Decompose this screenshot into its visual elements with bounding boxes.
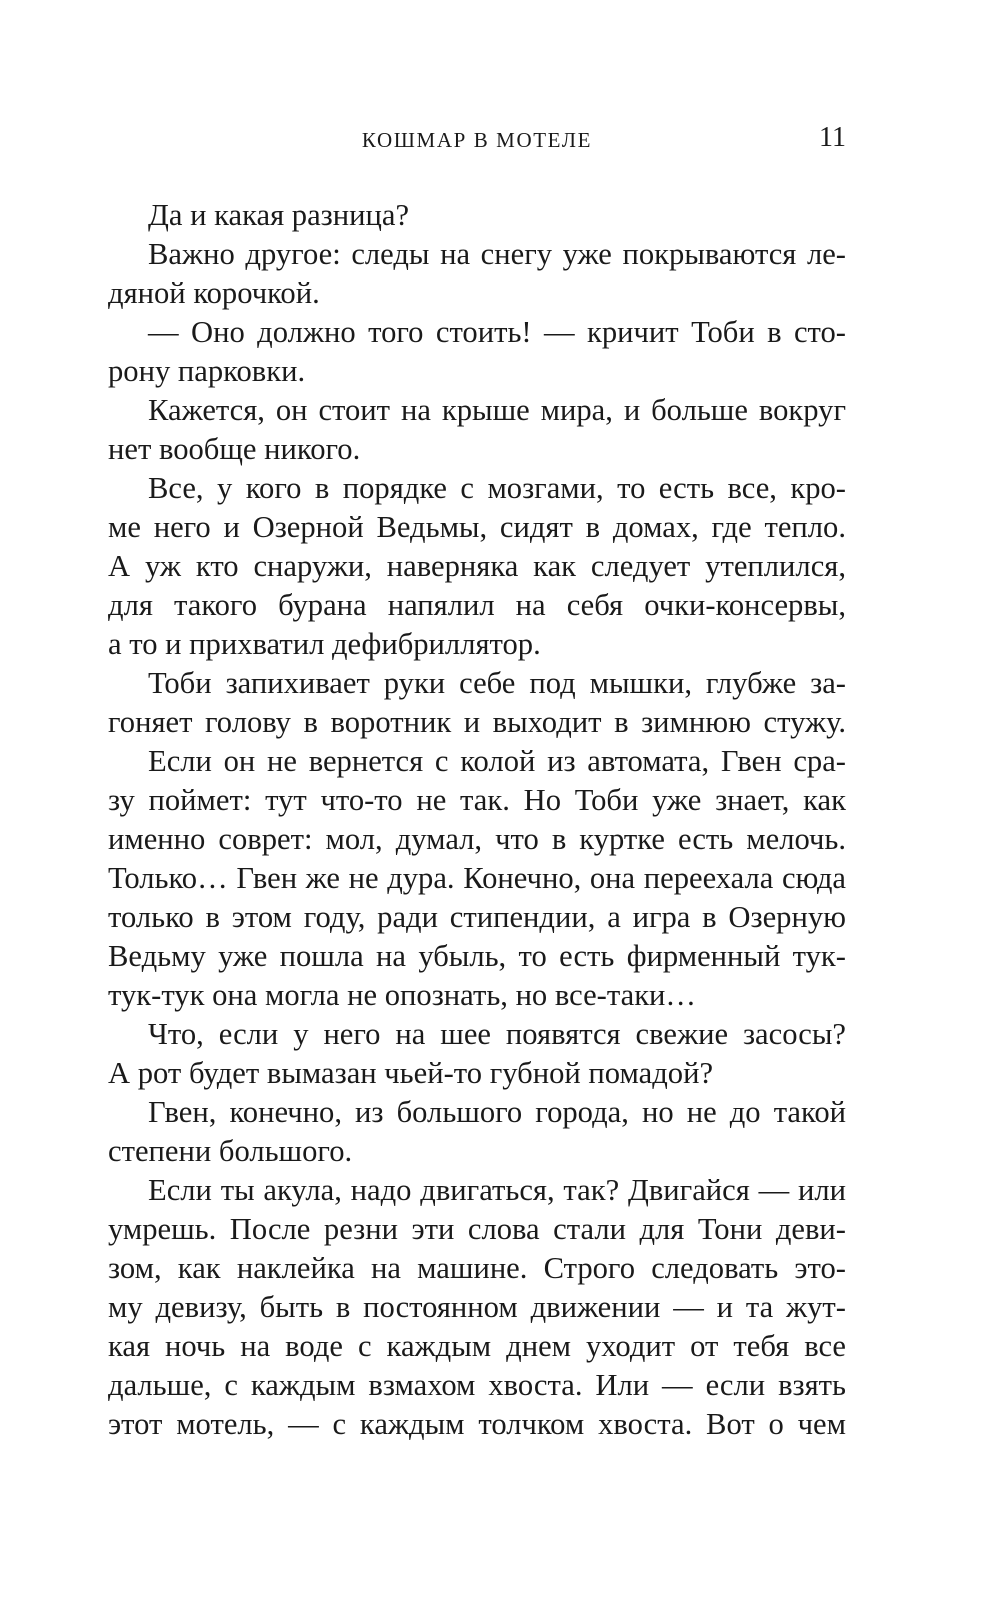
text-line: Кажется, он стоит на крыше мира, и больше вокруг — [148, 393, 846, 427]
text-line: ме него и Озерной Ведьмы, сидят в домах, где тепло. — [108, 510, 846, 544]
text-line: этот мотель, — с каждым толчком хвоста. Вот о чем — [108, 1407, 846, 1441]
text-line: для такого бурана напялил на себя очки-консервы, — [108, 588, 846, 622]
text-line: умрешь. После резни эти слова стали для Тони деви- — [108, 1212, 846, 1246]
text-line: кая ночь на воде с каждым днем уходит от тебя все — [108, 1329, 846, 1363]
text-line: тук-тук она могла не опознать, но все-таки… — [108, 978, 697, 1012]
text-line: а то и прихватил дефибриллятор. — [108, 627, 541, 661]
text-line: Важно другое: следы на снегу уже покрываются ле- — [148, 237, 846, 271]
running-title: КОШМАР В МОТЕЛЕ — [361, 128, 593, 152]
text-line: рону парковки. — [108, 354, 306, 388]
text-line: зу поймет: тут что-то не так. Но Тоби уже знает, как — [108, 783, 846, 817]
page-number: 11 — [819, 122, 846, 153]
text-line: только в этом году, ради стипендии, а игра в Озерную — [108, 900, 846, 934]
text-line: нет вообще никого. — [108, 432, 361, 466]
text-line: Гвен, конечно, из большого города, но не до такой — [148, 1095, 846, 1129]
text-line: Тоби запихивает руки себе под мышки, глубже за- — [148, 666, 846, 700]
text-line: Что, если у него на шее появятся свежие засосы? — [148, 1017, 846, 1051]
text-line: А рот будет вымазан чьей-то губной помадой? — [108, 1056, 714, 1090]
page-header — [108, 122, 846, 162]
text-line: — Оно должно того стоить! — кричит Тоби в сто- — [148, 315, 846, 349]
text-line: Если ты акула, надо двигаться, так? Двигайся — или — [148, 1173, 846, 1207]
text-line: дальше, с каждым взмахом хвоста. Или — если взять — [108, 1368, 846, 1402]
text-line: му девизу, быть в постоянном движении — и та жут- — [108, 1290, 846, 1324]
text-line: Если он не вернется с колой из автомата, Гвен сра- — [148, 744, 846, 778]
text-line: именно соврет: мол, думал, что в куртке есть мелочь. — [108, 822, 846, 856]
text-line: А уж кто снаружи, наверняка как следует утеплился, — [108, 549, 846, 583]
text-line: зом, как наклейка на машине. Строго следовать это- — [108, 1251, 846, 1285]
text-line: Все, у кого в порядке с мозгами, то есть все, кро- — [148, 471, 846, 505]
text-line: Ведьму уже пошла на убыль, то есть фирменный тук- — [108, 939, 846, 973]
text-line: степени большого. — [108, 1134, 353, 1168]
text-line: Да и какая разница? — [148, 198, 410, 232]
text-line: дяной корочкой. — [108, 276, 320, 310]
text-line: Только… Гвен же не дура. Конечно, она переехала сюда — [108, 861, 846, 895]
body-text — [108, 196, 846, 1444]
text-line: гоняет голову в воротник и выходит в зимнюю стужу. — [108, 705, 846, 739]
